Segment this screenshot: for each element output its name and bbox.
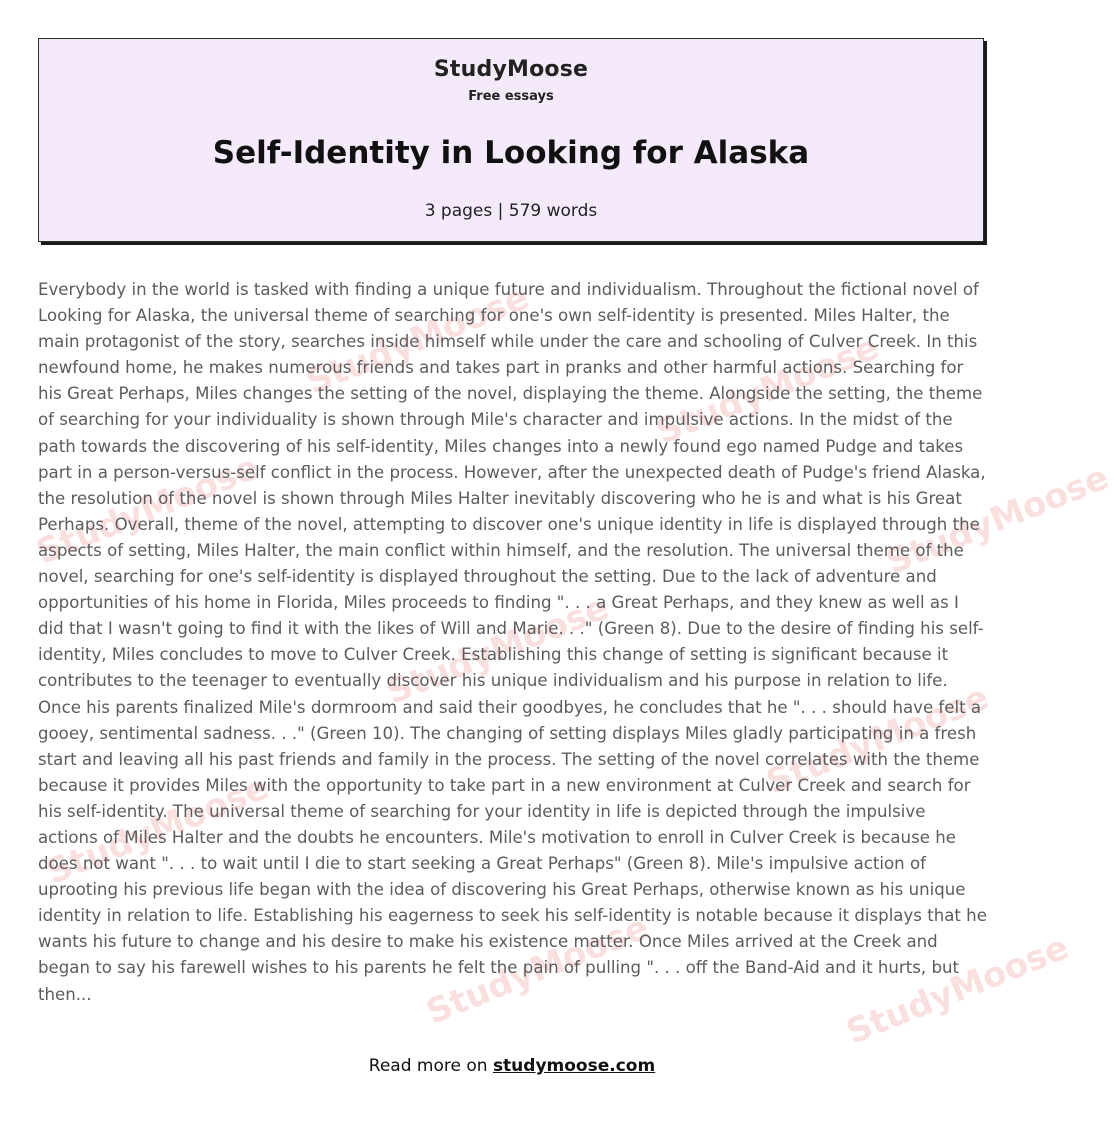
essay-title: Self-Identity in Looking for Alaska (212, 135, 810, 171)
watermark-logo: StudyMoose (651, 327, 885, 453)
essay-header-card (38, 38, 984, 242)
watermark-logo: StudyMoose (761, 677, 995, 803)
brand-tagline: Free essays (468, 89, 554, 104)
read-more-label: Read more on (368, 1056, 488, 1076)
watermark-logo: StudyMoose (381, 587, 615, 713)
brand-logo-text[interactable]: StudyMoose (433, 57, 589, 82)
essay-meta: 3 pages | 579 words (424, 201, 598, 221)
essay-body-text: Everybody in the world is tasked with finding a unique future and individualism. Throughout the fictional novel of Looking for Alaska, the universal theme of searching for one's own self-identity is presented. Miles Halter, the main protagonist of the story, searches inside himself while under the care and schooling of Culver Creek. In this newfound home, he makes numerous friends and takes part in pranks and other harmful actions. Searching for his Great Perhaps, Miles changes the setting of the novel, displaying the theme. Alongside the setting, the theme of searching for your individuality is shown through Mile's character and impulsive actions. In the midst of the path towards the discovering of his self-identity, Miles changes into a newly found ego named Pudge and takes part in a person-versus-self conflict in the process. However, after the unexpected death of Pudge's friend Alaska, the resolution of the novel is shown through Miles Halter inevitably discovering who he is and what is his Great Perhaps. Overall, theme of the novel, attempting to discover one's unique identity in life is displayed through the aspects of setting, Miles Halter, the main conflict within himself, and the resolution. The universal theme of the novel, searching for one's self-identity is displayed throughout the setting. Due to the lack of adventure and opportunities of his home in Florida, Miles proceeds to finding ". . . a Great Perhaps, and they knew as well as I did that I wasn't going to find it with the likes of Will and Marie. . ." (Green 8). Due to the desire of finding his self-identity, Miles concludes to move to Culver Creek. Establishing this change of setting is significant because it contributes to the teenager to eventually discover his unique individualism and his purpose in relation to life. Once his parents finalized Mile's dormroom and said their goodbyes, he concludes that he ". . . should have felt a gooey, sentimental sadness. . ." (Green 10). The changing of setting displays Miles gladly participating in a fresh start and leaving all his past friends and family in the process. The setting of the novel correlates with the theme because it provides Miles with the opportunity to take part in a new environment at Culver Creek and search for his self-identity. The universal theme of searching for your identity in life is depicted through the impulsive actions of Miles Halter and the doubts he encounters. Mile's motivation to enroll in Culver Creek is because he does not want ". . . to wait until I die to start seeking a Great Perhaps" (Green 8). Mile's impulsive action of uprooting his previous life began with the idea of discovering his Great Perhaps, otherwise known as his unique identity in relation to life. Establishing his eagerness to seek his self-identity is notable because it displays that he wants his future to change and his desire to make his existence matter. Once Miles arrived at the Creek and began to say his farewell wishes to his parents he felt the pain of pulling ". . . off the Band-Aid and it hurts, but then... (38, 280, 987, 1004)
studymoose-link[interactable]: studymoose.com (492, 1056, 656, 1076)
watermark-logo: StudyMoose (301, 277, 535, 403)
watermark-logo: StudyMoose (841, 927, 1075, 1053)
watermark-logo: StudyMoose (31, 447, 265, 573)
watermark-logo: StudyMoose (41, 767, 275, 893)
watermark-logo: StudyMoose (881, 457, 1114, 583)
watermark-logo: StudyMoose (421, 907, 655, 1033)
